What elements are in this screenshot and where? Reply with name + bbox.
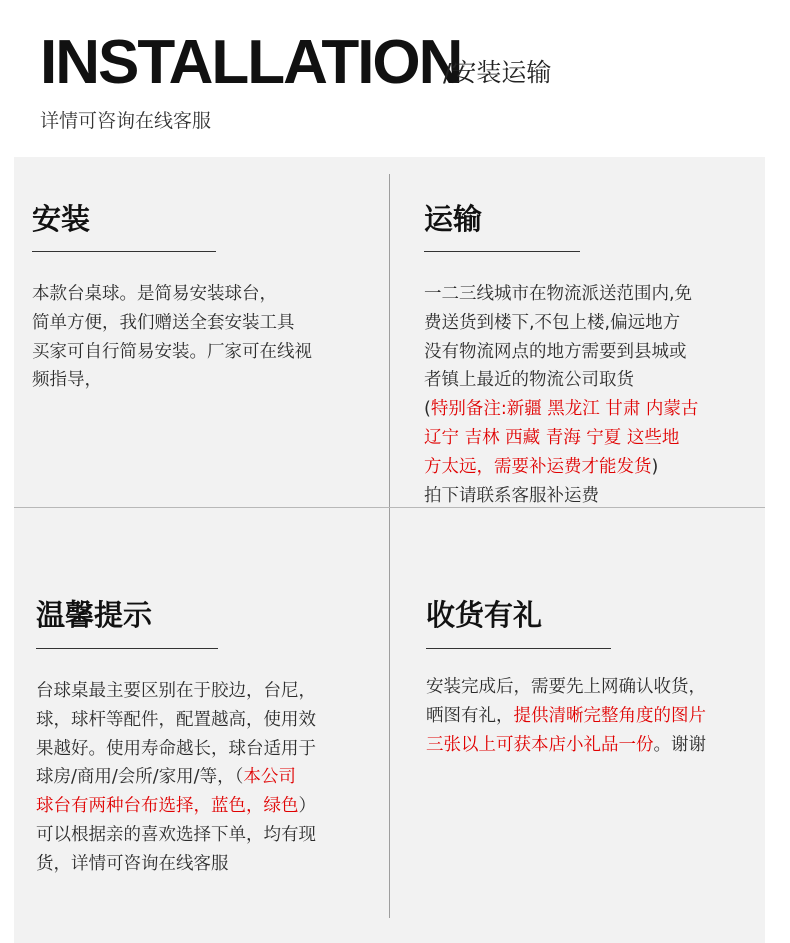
shipping-line: 一二三线城市在物流派送范围内,免 [424,284,693,304]
vertical-divider [389,174,390,918]
gift-line: 安装完成后，需要先上网确认收货， [426,677,706,697]
gift-body [426,673,771,759]
gift-card [426,597,771,759]
header-note: 详情可咨询在线客服 [40,110,212,132]
gift-title-underline [426,648,611,649]
shipping-notice-text: 辽宁 吉林 西藏 青海 宁夏 这些地 [424,427,680,448]
tips-body [36,677,381,879]
tips-card [36,597,381,879]
tips-line: 货，详情可咨询在线客服 [36,853,229,874]
tips-line: 可以根据亲的喜欢选择下单，均有现 [36,824,316,845]
gift-highlight-text: 三张以上可获本店小礼品一份 [426,734,654,755]
install-line: 频指导， [32,370,102,391]
tips-line-text: ） [298,796,316,817]
tips-title: 温馨提示 [36,598,153,632]
tips-line [36,792,381,821]
install-title-underline [32,251,216,252]
install-line: 买家可自行简易安装。厂家可在线视 [32,341,312,362]
tips-title-underline [36,648,218,649]
install-card [32,201,377,395]
tips-line-text: 球房/商用/会所/家用/等，（ [36,767,244,788]
shipping-line: 没有物流网点的地方需要到县城或 [424,341,687,362]
tips-line: 果越好。使用寿命越长，球台适用于 [36,738,316,759]
shipping-notice-text: 特别备注:新疆 黑龙江 甘肃 内蒙古 [430,399,699,420]
shipping-title: 运输 [424,202,483,236]
shipping-line: 费送货到楼下,不包上楼,偏远地方 [424,312,681,333]
tips-line: 球，球杆等配件，配置越高，使用效 [36,709,316,730]
shipping-body [424,280,769,510]
shipping-footer-line: 拍下请联系客服补运费 [424,485,599,506]
install-line: 本款台桌球。是简易安装球台， [32,284,277,304]
page-header [40,28,740,98]
tips-line: 台球桌最主要区别在于胶边，台尼， [36,681,316,701]
gift-line-text: 。谢谢 [653,734,706,755]
page-subtitle: /安装运输 [443,58,552,87]
shipping-card [424,201,769,510]
gift-line [426,702,771,731]
shipping-notice-line [424,395,769,424]
tips-highlight-text: 本公司 [243,767,296,788]
tips-line [36,763,381,792]
notice-close-paren: ) [651,456,659,477]
install-title: 安装 [32,202,91,236]
notice-open-paren: ( [424,399,431,420]
shipping-notice-text: 方太远，需要补运费才能发货 [424,456,652,477]
gift-highlight-text: 提供清晰完整角度的图片 [513,705,706,726]
install-line: 简单方便，我们赠送全套安装工具 [32,312,295,333]
shipping-notice-line [424,453,769,482]
install-body [32,280,377,395]
gift-line [426,731,771,760]
gift-title: 收货有礼 [426,598,543,632]
page-title: INSTALLATION [40,28,462,97]
info-panel [14,157,765,943]
shipping-title-underline [424,251,580,252]
tips-highlight-text: 球台有两种台布选择，蓝色，绿色 [36,796,299,817]
shipping-line: 者镇上最近的物流公司取货 [424,370,634,391]
gift-line-text: 晒图有礼， [426,705,514,726]
